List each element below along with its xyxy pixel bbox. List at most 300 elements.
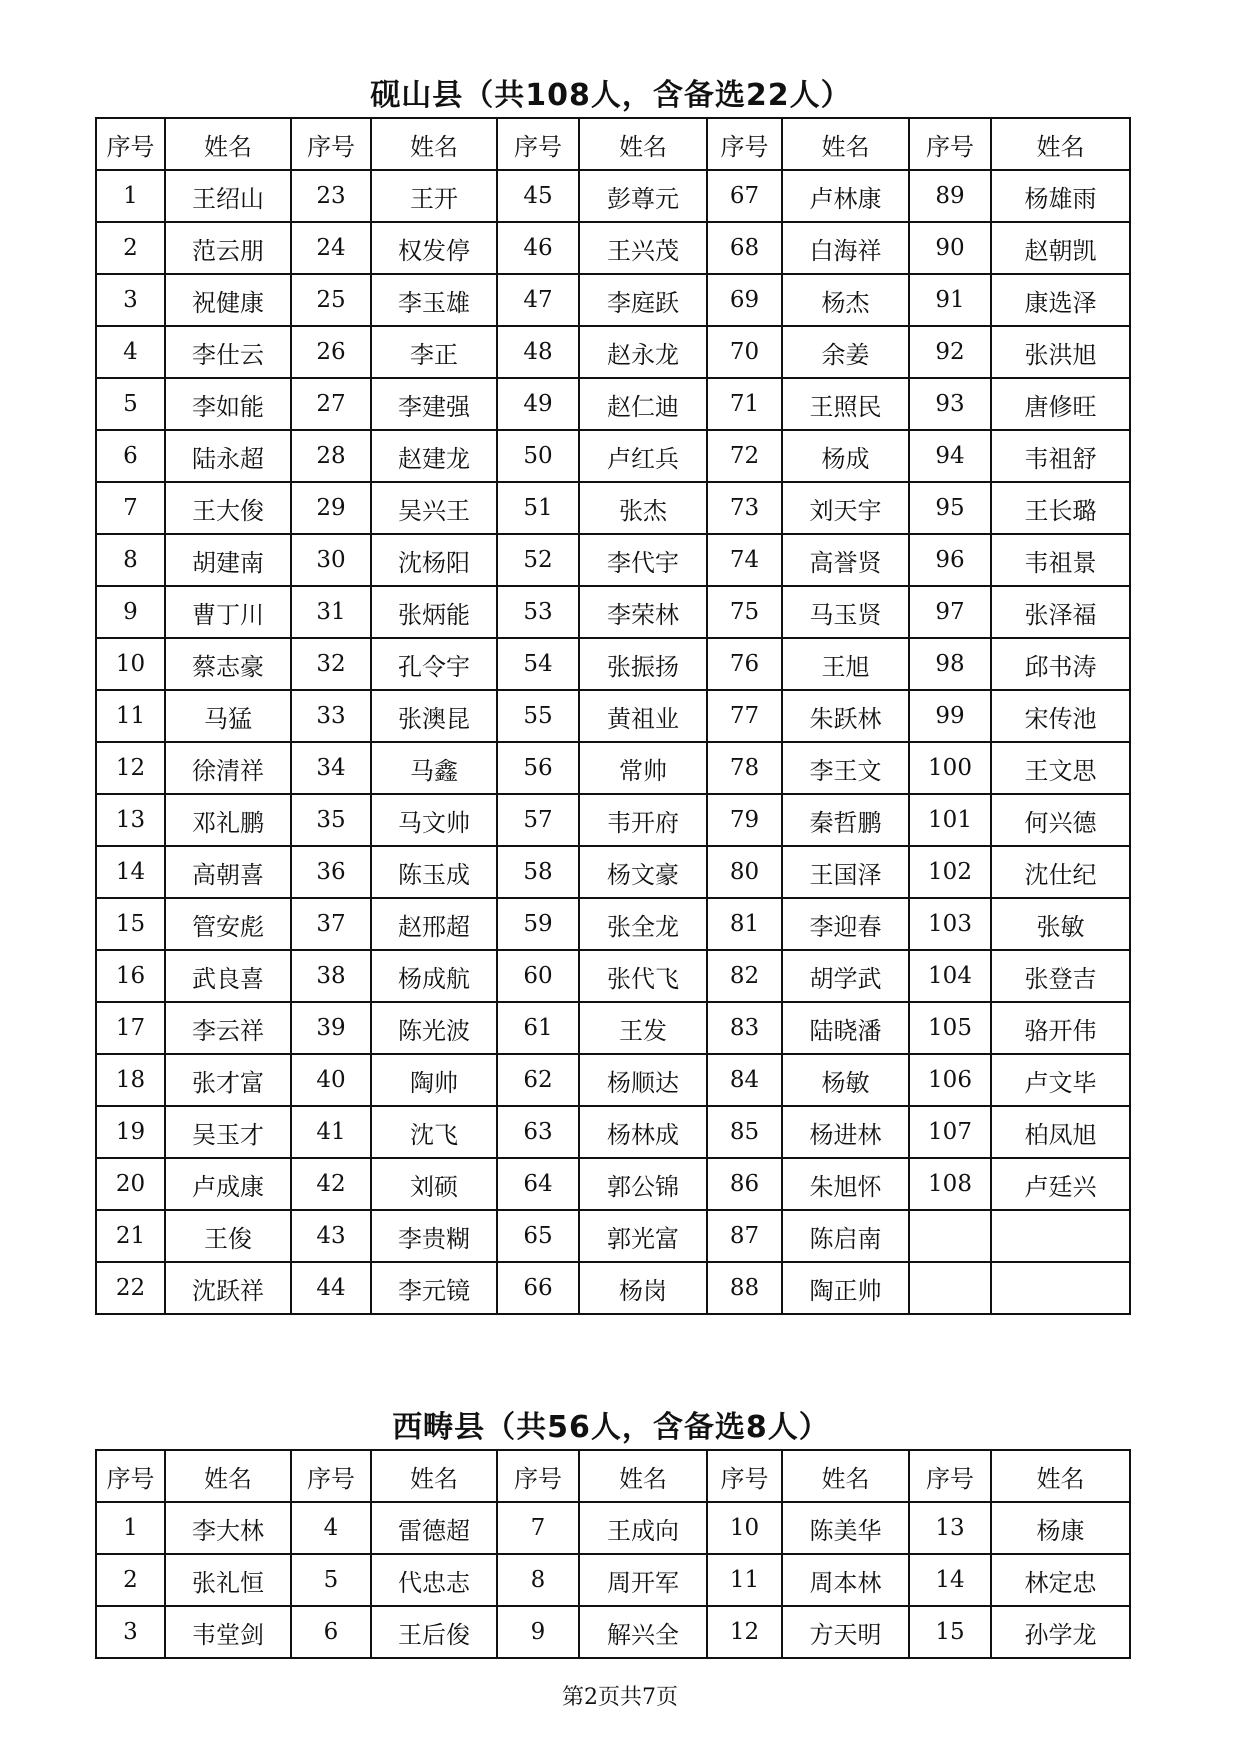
table-row — [96, 1502, 1130, 1554]
number-cell: 64 — [497, 1158, 579, 1210]
name-cell: 周本林 — [782, 1554, 909, 1606]
name-cell: 杨敏 — [782, 1054, 909, 1106]
column-header-name: 姓名 — [991, 1450, 1130, 1502]
name-cell: 韦堂剑 — [165, 1606, 291, 1658]
number-cell: 15 — [909, 1606, 991, 1658]
number-cell: 49 — [497, 378, 579, 430]
number-cell: 98 — [909, 638, 991, 690]
section-title-yanshan: 砚山县（共108人，含备选22人） — [370, 78, 852, 113]
table-row — [96, 950, 1130, 1002]
name-cell: 沈仕纪 — [991, 846, 1130, 898]
name-cell: 权发停 — [371, 222, 497, 274]
number-cell: 96 — [909, 534, 991, 586]
name-cell: 方天明 — [782, 1606, 909, 1658]
table-row — [96, 1002, 1130, 1054]
name-cell: 杨岗 — [579, 1262, 707, 1314]
name-cell: 陆晓潘 — [782, 1002, 909, 1054]
number-cell: 4 — [291, 1502, 371, 1554]
name-cell: 杨成 — [782, 430, 909, 482]
name-cell: 张振扬 — [579, 638, 707, 690]
table-row — [96, 794, 1130, 846]
name-cell: 陶正帅 — [782, 1262, 909, 1314]
number-cell: 83 — [707, 1002, 782, 1054]
number-cell: 24 — [291, 222, 371, 274]
number-cell: 107 — [909, 1106, 991, 1158]
name-cell: 李元镜 — [371, 1262, 497, 1314]
number-cell: 45 — [497, 170, 579, 222]
table-row — [96, 846, 1130, 898]
name-cell: 孙学龙 — [991, 1606, 1130, 1658]
number-cell: 10 — [707, 1502, 782, 1554]
number-cell: 70 — [707, 326, 782, 378]
number-cell: 39 — [291, 1002, 371, 1054]
number-cell: 73 — [707, 482, 782, 534]
name-cell: 沈杨阳 — [371, 534, 497, 586]
name-cell: 王旭 — [782, 638, 909, 690]
name-cell: 胡学武 — [782, 950, 909, 1002]
table-row — [96, 690, 1130, 742]
number-cell: 14 — [96, 846, 165, 898]
name-cell: 李云祥 — [165, 1002, 291, 1054]
name-cell: 黄祖业 — [579, 690, 707, 742]
number-cell: 48 — [497, 326, 579, 378]
number-cell — [909, 1262, 991, 1314]
name-cell: 杨进林 — [782, 1106, 909, 1158]
name-cell: 韦祖景 — [991, 534, 1130, 586]
column-header-name: 姓名 — [782, 118, 909, 170]
number-cell: 61 — [497, 1002, 579, 1054]
name-cell: 刘硕 — [371, 1158, 497, 1210]
name-cell: 卢红兵 — [579, 430, 707, 482]
name-cell: 张全龙 — [579, 898, 707, 950]
number-cell: 52 — [497, 534, 579, 586]
name-cell: 朱跃林 — [782, 690, 909, 742]
number-cell: 95 — [909, 482, 991, 534]
column-header-number: 序号 — [291, 1450, 371, 1502]
number-cell: 86 — [707, 1158, 782, 1210]
name-cell: 何兴德 — [991, 794, 1130, 846]
name-cell: 张杰 — [579, 482, 707, 534]
name-cell: 王国泽 — [782, 846, 909, 898]
name-cell: 张洪旭 — [991, 326, 1130, 378]
number-cell: 31 — [291, 586, 371, 638]
name-cell: 李建强 — [371, 378, 497, 430]
number-cell: 41 — [291, 1106, 371, 1158]
name-cell: 郭公锦 — [579, 1158, 707, 1210]
number-cell: 51 — [497, 482, 579, 534]
number-cell: 15 — [96, 898, 165, 950]
name-cell: 王兴茂 — [579, 222, 707, 274]
column-header-number: 序号 — [497, 1450, 579, 1502]
name-cell: 赵朝凯 — [991, 222, 1130, 274]
name-cell: 曹丁川 — [165, 586, 291, 638]
name-cell: 赵永龙 — [579, 326, 707, 378]
name-cell: 代忠志 — [371, 1554, 497, 1606]
name-cell: 白海祥 — [782, 222, 909, 274]
number-cell: 67 — [707, 170, 782, 222]
number-cell: 77 — [707, 690, 782, 742]
name-cell: 徐清祥 — [165, 742, 291, 794]
name-cell: 杨成航 — [371, 950, 497, 1002]
name-cell: 高朝喜 — [165, 846, 291, 898]
column-header-name: 姓名 — [579, 1450, 707, 1502]
number-cell: 68 — [707, 222, 782, 274]
number-cell: 84 — [707, 1054, 782, 1106]
number-cell: 12 — [96, 742, 165, 794]
name-cell: 秦哲鹏 — [782, 794, 909, 846]
name-cell: 王俊 — [165, 1210, 291, 1262]
name-cell: 李王文 — [782, 742, 909, 794]
number-cell: 65 — [497, 1210, 579, 1262]
table-row — [96, 586, 1130, 638]
number-cell: 5 — [291, 1554, 371, 1606]
number-cell: 102 — [909, 846, 991, 898]
name-cell: 张登吉 — [991, 950, 1130, 1002]
column-header-number: 序号 — [909, 118, 991, 170]
name-cell: 李正 — [371, 326, 497, 378]
table-header-row — [96, 118, 1130, 170]
number-cell: 66 — [497, 1262, 579, 1314]
number-cell: 28 — [291, 430, 371, 482]
number-cell: 47 — [497, 274, 579, 326]
number-cell: 78 — [707, 742, 782, 794]
number-cell: 46 — [497, 222, 579, 274]
number-cell: 20 — [96, 1158, 165, 1210]
name-cell: 韦祖舒 — [991, 430, 1130, 482]
name-cell: 李代宇 — [579, 534, 707, 586]
name-cell: 王绍山 — [165, 170, 291, 222]
number-cell: 104 — [909, 950, 991, 1002]
name-cell: 胡建南 — [165, 534, 291, 586]
number-cell: 76 — [707, 638, 782, 690]
table-row — [96, 326, 1130, 378]
roster-table-xichou — [95, 1449, 1131, 1659]
number-cell: 23 — [291, 170, 371, 222]
number-cell: 9 — [96, 586, 165, 638]
column-header-number: 序号 — [96, 118, 165, 170]
number-cell: 25 — [291, 274, 371, 326]
name-cell: 林定忠 — [991, 1554, 1130, 1606]
number-cell: 32 — [291, 638, 371, 690]
number-cell: 18 — [96, 1054, 165, 1106]
table-row — [96, 378, 1130, 430]
number-cell: 72 — [707, 430, 782, 482]
name-cell: 王照民 — [782, 378, 909, 430]
number-cell: 26 — [291, 326, 371, 378]
name-cell: 郭光富 — [579, 1210, 707, 1262]
name-cell: 张炳能 — [371, 586, 497, 638]
name-cell: 王长璐 — [991, 482, 1130, 534]
number-cell: 13 — [96, 794, 165, 846]
name-cell: 李贵糊 — [371, 1210, 497, 1262]
name-cell: 邓礼鹏 — [165, 794, 291, 846]
name-cell: 周开军 — [579, 1554, 707, 1606]
name-cell — [991, 1210, 1130, 1262]
name-cell: 马文帅 — [371, 794, 497, 846]
number-cell: 42 — [291, 1158, 371, 1210]
name-cell: 陈启南 — [782, 1210, 909, 1262]
number-cell: 80 — [707, 846, 782, 898]
number-cell: 100 — [909, 742, 991, 794]
table-row — [96, 898, 1130, 950]
number-cell: 19 — [96, 1106, 165, 1158]
name-cell — [991, 1262, 1130, 1314]
name-cell: 陈玉成 — [371, 846, 497, 898]
name-cell: 张才富 — [165, 1054, 291, 1106]
name-cell: 陈美华 — [782, 1502, 909, 1554]
number-cell: 63 — [497, 1106, 579, 1158]
number-cell: 38 — [291, 950, 371, 1002]
number-cell: 27 — [291, 378, 371, 430]
number-cell: 33 — [291, 690, 371, 742]
number-cell: 21 — [96, 1210, 165, 1262]
number-cell: 106 — [909, 1054, 991, 1106]
number-cell: 105 — [909, 1002, 991, 1054]
name-cell: 陆永超 — [165, 430, 291, 482]
name-cell: 邱书涛 — [991, 638, 1130, 690]
number-cell: 8 — [96, 534, 165, 586]
table-row — [96, 1158, 1130, 1210]
number-cell: 81 — [707, 898, 782, 950]
number-cell: 88 — [707, 1262, 782, 1314]
name-cell: 李迎春 — [782, 898, 909, 950]
table-row — [96, 222, 1130, 274]
name-cell: 王后俊 — [371, 1606, 497, 1658]
column-header-number: 序号 — [497, 118, 579, 170]
number-cell: 40 — [291, 1054, 371, 1106]
number-cell: 99 — [909, 690, 991, 742]
number-cell: 35 — [291, 794, 371, 846]
number-cell: 5 — [96, 378, 165, 430]
name-cell: 杨康 — [991, 1502, 1130, 1554]
name-cell: 祝健康 — [165, 274, 291, 326]
table-row — [96, 1106, 1130, 1158]
name-cell: 马玉贤 — [782, 586, 909, 638]
name-cell: 杨杰 — [782, 274, 909, 326]
number-cell: 97 — [909, 586, 991, 638]
page-number: 第2页共7页 — [562, 1685, 678, 1710]
name-cell: 王文思 — [991, 742, 1130, 794]
name-cell: 杨林成 — [579, 1106, 707, 1158]
column-header-number: 序号 — [291, 118, 371, 170]
number-cell: 14 — [909, 1554, 991, 1606]
column-header-name: 姓名 — [579, 118, 707, 170]
name-cell: 张敏 — [991, 898, 1130, 950]
table-row — [96, 482, 1130, 534]
number-cell: 17 — [96, 1002, 165, 1054]
name-cell: 宋传池 — [991, 690, 1130, 742]
name-cell: 陈光波 — [371, 1002, 497, 1054]
number-cell: 13 — [909, 1502, 991, 1554]
number-cell: 7 — [96, 482, 165, 534]
name-cell: 王大俊 — [165, 482, 291, 534]
number-cell: 22 — [96, 1262, 165, 1314]
number-cell: 44 — [291, 1262, 371, 1314]
number-cell: 12 — [707, 1606, 782, 1658]
name-cell: 吴兴王 — [371, 482, 497, 534]
column-header-name: 姓名 — [165, 1450, 291, 1502]
number-cell: 57 — [497, 794, 579, 846]
number-cell: 74 — [707, 534, 782, 586]
table-row — [96, 638, 1130, 690]
number-cell: 71 — [707, 378, 782, 430]
name-cell: 彭尊元 — [579, 170, 707, 222]
column-header-name: 姓名 — [782, 1450, 909, 1502]
table-row — [96, 1606, 1130, 1658]
number-cell: 89 — [909, 170, 991, 222]
name-cell: 卢文毕 — [991, 1054, 1130, 1106]
table-row — [96, 1054, 1130, 1106]
number-cell: 11 — [96, 690, 165, 742]
name-cell: 吴玉才 — [165, 1106, 291, 1158]
number-cell: 11 — [707, 1554, 782, 1606]
number-cell: 16 — [96, 950, 165, 1002]
name-cell: 马鑫 — [371, 742, 497, 794]
number-cell: 79 — [707, 794, 782, 846]
name-cell: 李荣林 — [579, 586, 707, 638]
column-header-number: 序号 — [909, 1450, 991, 1502]
number-cell: 3 — [96, 1606, 165, 1658]
name-cell: 张泽福 — [991, 586, 1130, 638]
number-cell: 6 — [291, 1606, 371, 1658]
number-cell: 62 — [497, 1054, 579, 1106]
table-row — [96, 1554, 1130, 1606]
number-cell: 1 — [96, 1502, 165, 1554]
table-row — [96, 170, 1130, 222]
name-cell: 解兴全 — [579, 1606, 707, 1658]
number-cell: 69 — [707, 274, 782, 326]
number-cell: 53 — [497, 586, 579, 638]
number-cell: 75 — [707, 586, 782, 638]
name-cell: 管安彪 — [165, 898, 291, 950]
column-header-number: 序号 — [707, 118, 782, 170]
name-cell: 张代飞 — [579, 950, 707, 1002]
number-cell: 91 — [909, 274, 991, 326]
number-cell: 93 — [909, 378, 991, 430]
name-cell: 马猛 — [165, 690, 291, 742]
name-cell: 赵仁迪 — [579, 378, 707, 430]
number-cell: 82 — [707, 950, 782, 1002]
number-cell: 37 — [291, 898, 371, 950]
name-cell: 朱旭怀 — [782, 1158, 909, 1210]
number-cell: 8 — [497, 1554, 579, 1606]
name-cell: 王成向 — [579, 1502, 707, 1554]
number-cell: 85 — [707, 1106, 782, 1158]
section-title-xichou: 西畴县（共56人，含备选8人） — [392, 1410, 830, 1445]
column-header-number: 序号 — [96, 1450, 165, 1502]
name-cell: 常帅 — [579, 742, 707, 794]
name-cell: 沈跃祥 — [165, 1262, 291, 1314]
table-row — [96, 1210, 1130, 1262]
name-cell: 赵邢超 — [371, 898, 497, 950]
name-cell: 雷德超 — [371, 1502, 497, 1554]
name-cell: 赵建龙 — [371, 430, 497, 482]
name-cell: 杨顺达 — [579, 1054, 707, 1106]
name-cell: 李如能 — [165, 378, 291, 430]
name-cell: 沈飞 — [371, 1106, 497, 1158]
number-cell: 7 — [497, 1502, 579, 1554]
name-cell: 柏凤旭 — [991, 1106, 1130, 1158]
name-cell: 刘天宇 — [782, 482, 909, 534]
number-cell: 34 — [291, 742, 371, 794]
number-cell: 43 — [291, 1210, 371, 1262]
name-cell: 李仕云 — [165, 326, 291, 378]
number-cell: 59 — [497, 898, 579, 950]
table-row — [96, 534, 1130, 586]
name-cell: 武良喜 — [165, 950, 291, 1002]
column-header-name: 姓名 — [371, 118, 497, 170]
name-cell: 王开 — [371, 170, 497, 222]
name-cell: 康选泽 — [991, 274, 1130, 326]
number-cell: 92 — [909, 326, 991, 378]
number-cell: 108 — [909, 1158, 991, 1210]
name-cell: 唐修旺 — [991, 378, 1130, 430]
table-row — [96, 742, 1130, 794]
column-header-number: 序号 — [707, 1450, 782, 1502]
number-cell: 60 — [497, 950, 579, 1002]
name-cell: 陶帅 — [371, 1054, 497, 1106]
number-cell: 36 — [291, 846, 371, 898]
number-cell: 2 — [96, 1554, 165, 1606]
name-cell: 骆开伟 — [991, 1002, 1130, 1054]
number-cell: 50 — [497, 430, 579, 482]
column-header-name: 姓名 — [165, 118, 291, 170]
roster-table-yanshan — [95, 117, 1131, 1315]
table-row — [96, 274, 1130, 326]
number-cell: 54 — [497, 638, 579, 690]
name-cell: 高誉贤 — [782, 534, 909, 586]
number-cell: 30 — [291, 534, 371, 586]
number-cell: 58 — [497, 846, 579, 898]
name-cell: 李大林 — [165, 1502, 291, 1554]
name-cell: 杨文豪 — [579, 846, 707, 898]
name-cell: 余姜 — [782, 326, 909, 378]
number-cell: 2 — [96, 222, 165, 274]
name-cell: 卢林康 — [782, 170, 909, 222]
name-cell: 蔡志豪 — [165, 638, 291, 690]
name-cell: 张礼恒 — [165, 1554, 291, 1606]
number-cell: 103 — [909, 898, 991, 950]
number-cell — [909, 1210, 991, 1262]
name-cell: 王发 — [579, 1002, 707, 1054]
column-header-name: 姓名 — [991, 118, 1130, 170]
name-cell: 卢成康 — [165, 1158, 291, 1210]
number-cell: 10 — [96, 638, 165, 690]
name-cell: 李庭跃 — [579, 274, 707, 326]
table-row — [96, 430, 1130, 482]
number-cell: 90 — [909, 222, 991, 274]
name-cell: 韦开府 — [579, 794, 707, 846]
name-cell: 卢廷兴 — [991, 1158, 1130, 1210]
number-cell: 101 — [909, 794, 991, 846]
column-header-name: 姓名 — [371, 1450, 497, 1502]
number-cell: 1 — [96, 170, 165, 222]
name-cell: 李玉雄 — [371, 274, 497, 326]
number-cell: 55 — [497, 690, 579, 742]
number-cell: 6 — [96, 430, 165, 482]
table-header-row — [96, 1450, 1130, 1502]
number-cell: 87 — [707, 1210, 782, 1262]
number-cell: 56 — [497, 742, 579, 794]
number-cell: 3 — [96, 274, 165, 326]
name-cell: 范云朋 — [165, 222, 291, 274]
name-cell: 孔令宇 — [371, 638, 497, 690]
number-cell: 94 — [909, 430, 991, 482]
number-cell: 29 — [291, 482, 371, 534]
number-cell: 9 — [497, 1606, 579, 1658]
name-cell: 杨雄雨 — [991, 170, 1130, 222]
table-row — [96, 1262, 1130, 1314]
